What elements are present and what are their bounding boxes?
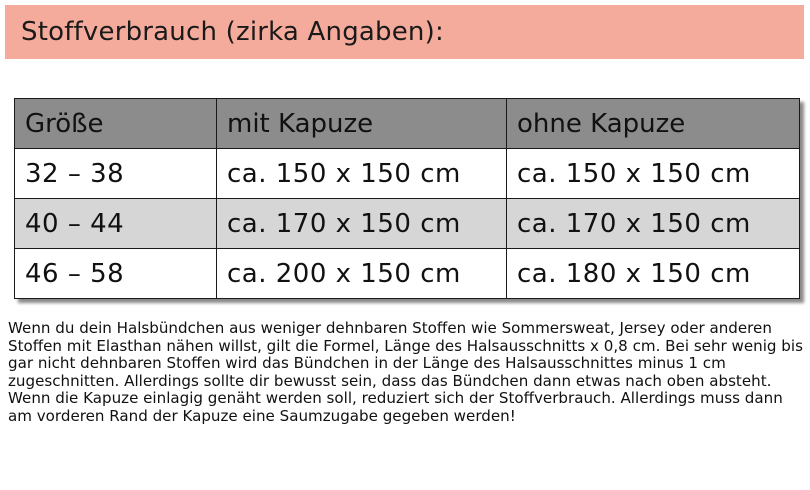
column-header-without-hood: ohne Kapuze	[507, 99, 800, 149]
cell-with-hood: ca. 200 x 150 cm	[217, 249, 507, 299]
cell-size: 46 – 58	[15, 249, 217, 299]
cell-size: 40 – 44	[15, 199, 217, 249]
cell-with-hood: ca. 170 x 150 cm	[217, 199, 507, 249]
fabric-usage-table	[14, 98, 800, 299]
cell-without-hood: ca. 170 x 150 cm	[507, 199, 800, 249]
header-banner	[5, 5, 804, 59]
column-header-with-hood: mit Kapuze	[217, 99, 507, 149]
table-header-row	[15, 99, 800, 149]
cell-without-hood: ca. 150 x 150 cm	[507, 149, 800, 199]
note-paragraph: Wenn du dein Halsbündchen aus weniger dehnbaren Stoffen wie Sommersweat, Jersey oder anderen Stoffen mit Elasthan nähen willst, gilt die Formel, Länge des Halsausschnitts x 0,8 cm. Bei sehr wenig bis gar nicht dehnbaren Stoffen wird das Bündchen in der Länge des Halsausschnittes minus 1 cm zugeschnitten. Allerdings sollte dir bewusst sein, dass das Bündchen dann etwas nach oben absteht. Wenn die Kapuze einlagig genäht werden soll, reduziert sich der Stoffverbrauch. Allerdings muss dann am vorderen Rand der Kapuze eine Saumzugabe gegeben werden!	[8, 319, 803, 425]
column-header-size: Größe	[15, 99, 217, 149]
page-title: Stoffverbrauch (zirka Angaben):	[21, 17, 444, 47]
cell-size: 32 – 38	[15, 149, 217, 199]
table-row	[15, 199, 800, 249]
cell-without-hood: ca. 180 x 150 cm	[507, 249, 800, 299]
table-row	[15, 249, 800, 299]
cell-with-hood: ca. 150 x 150 cm	[217, 149, 507, 199]
table-row	[15, 149, 800, 199]
